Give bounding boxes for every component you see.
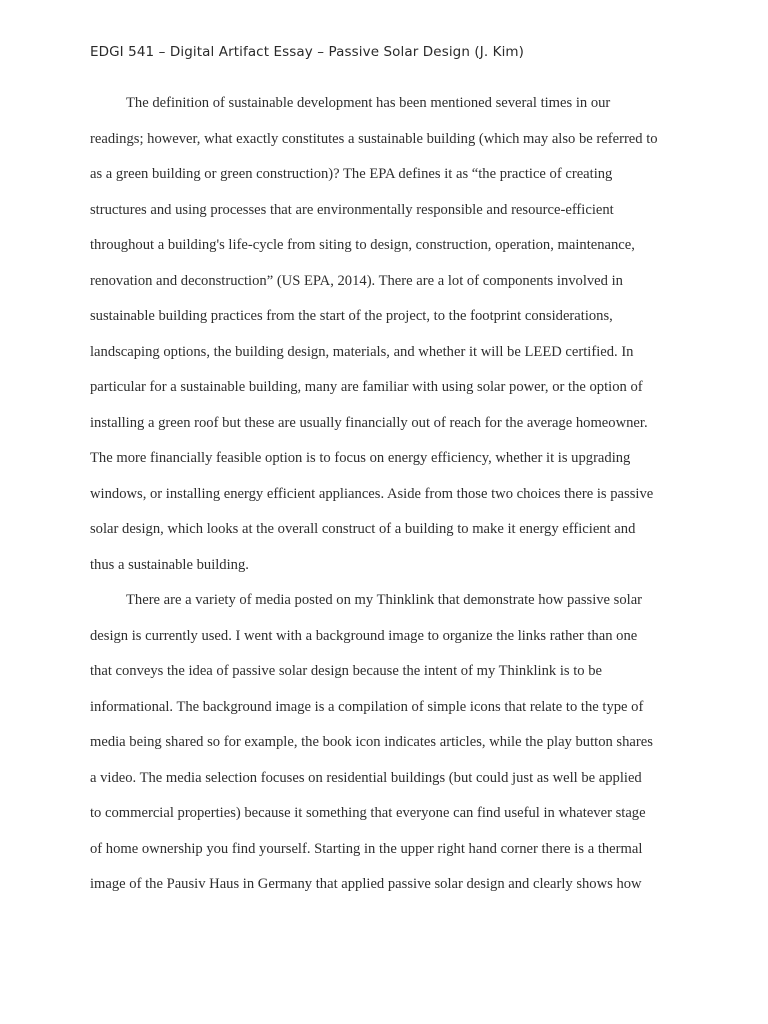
paragraph-2	[90, 583, 680, 903]
text-line: sustainable building practices from the start of the project, to the footprint considerations,	[90, 308, 613, 324]
text-line: image of the Pausiv Haus in Germany that applied passive solar design and clearly shows how	[90, 876, 642, 892]
text-line: There are a variety of media posted on my Thinklink that demonstrate how passive solar	[126, 592, 643, 608]
text-line: thus a sustainable building.	[90, 556, 249, 573]
text-line: as a green building or green construction)? The EPA defines it as “the practice of creating	[90, 166, 613, 182]
text-line: readings; however, what exactly constitutes a sustainable building (which may also be referred to	[90, 130, 658, 147]
text-line: that conveys the idea of passive solar design because the intent of my Thinklink is to be	[90, 663, 603, 679]
text-line: landscaping options, the building design, materials, and whether it will be LEED certified. In	[90, 343, 634, 360]
text-line: particular for a sustainable building, many are familiar with using solar power, or the option of	[90, 379, 643, 395]
text-line: a video. The media selection focuses on residential buildings (but could just as well be applied	[90, 769, 642, 786]
text-line: renovation and deconstruction” (US EPA, 2014). There are a lot of components involved in	[90, 272, 623, 289]
text-line: informational. The background image is a compilation of simple icons that relate to the type of	[90, 698, 644, 715]
text-line: of home ownership you find yourself. Starting in the upper right hand corner there is a thermal	[90, 840, 643, 857]
text-line: throughout a building's life-cycle from siting to design, construction, operation, maintenance,	[90, 237, 635, 253]
text-line: The definition of sustainable development has been mentioned several times in our	[126, 95, 611, 111]
text-line: to commercial properties) because it something that everyone can find useful in whatever stage	[90, 805, 646, 821]
text-line: structures and using processes that are environmentally responsible and resource-efficient	[90, 201, 614, 218]
text-line: design is currently used. I went with a background image to organize the links rather than one	[90, 627, 638, 644]
text-line: windows, or installing energy efficient appliances. Aside from those two choices there is passive	[90, 485, 654, 502]
paragraph-1	[90, 86, 680, 583]
essay-body	[90, 86, 680, 903]
text-line: The more financially feasible option is to focus on energy efficiency, whether it is upgrading	[90, 450, 631, 466]
page-header: EDGI 541 – Digital Artifact Essay – Passive Solar Design (J. Kim)	[90, 44, 525, 60]
text-line: installing a green roof but these are usually financially out of reach for the average homeowner.	[90, 414, 648, 431]
text-line: media being shared so for example, the book icon indicates articles, while the play button shares	[90, 734, 653, 750]
text-line: solar design, which looks at the overall construct of a building to make it energy efficient and	[90, 521, 636, 537]
